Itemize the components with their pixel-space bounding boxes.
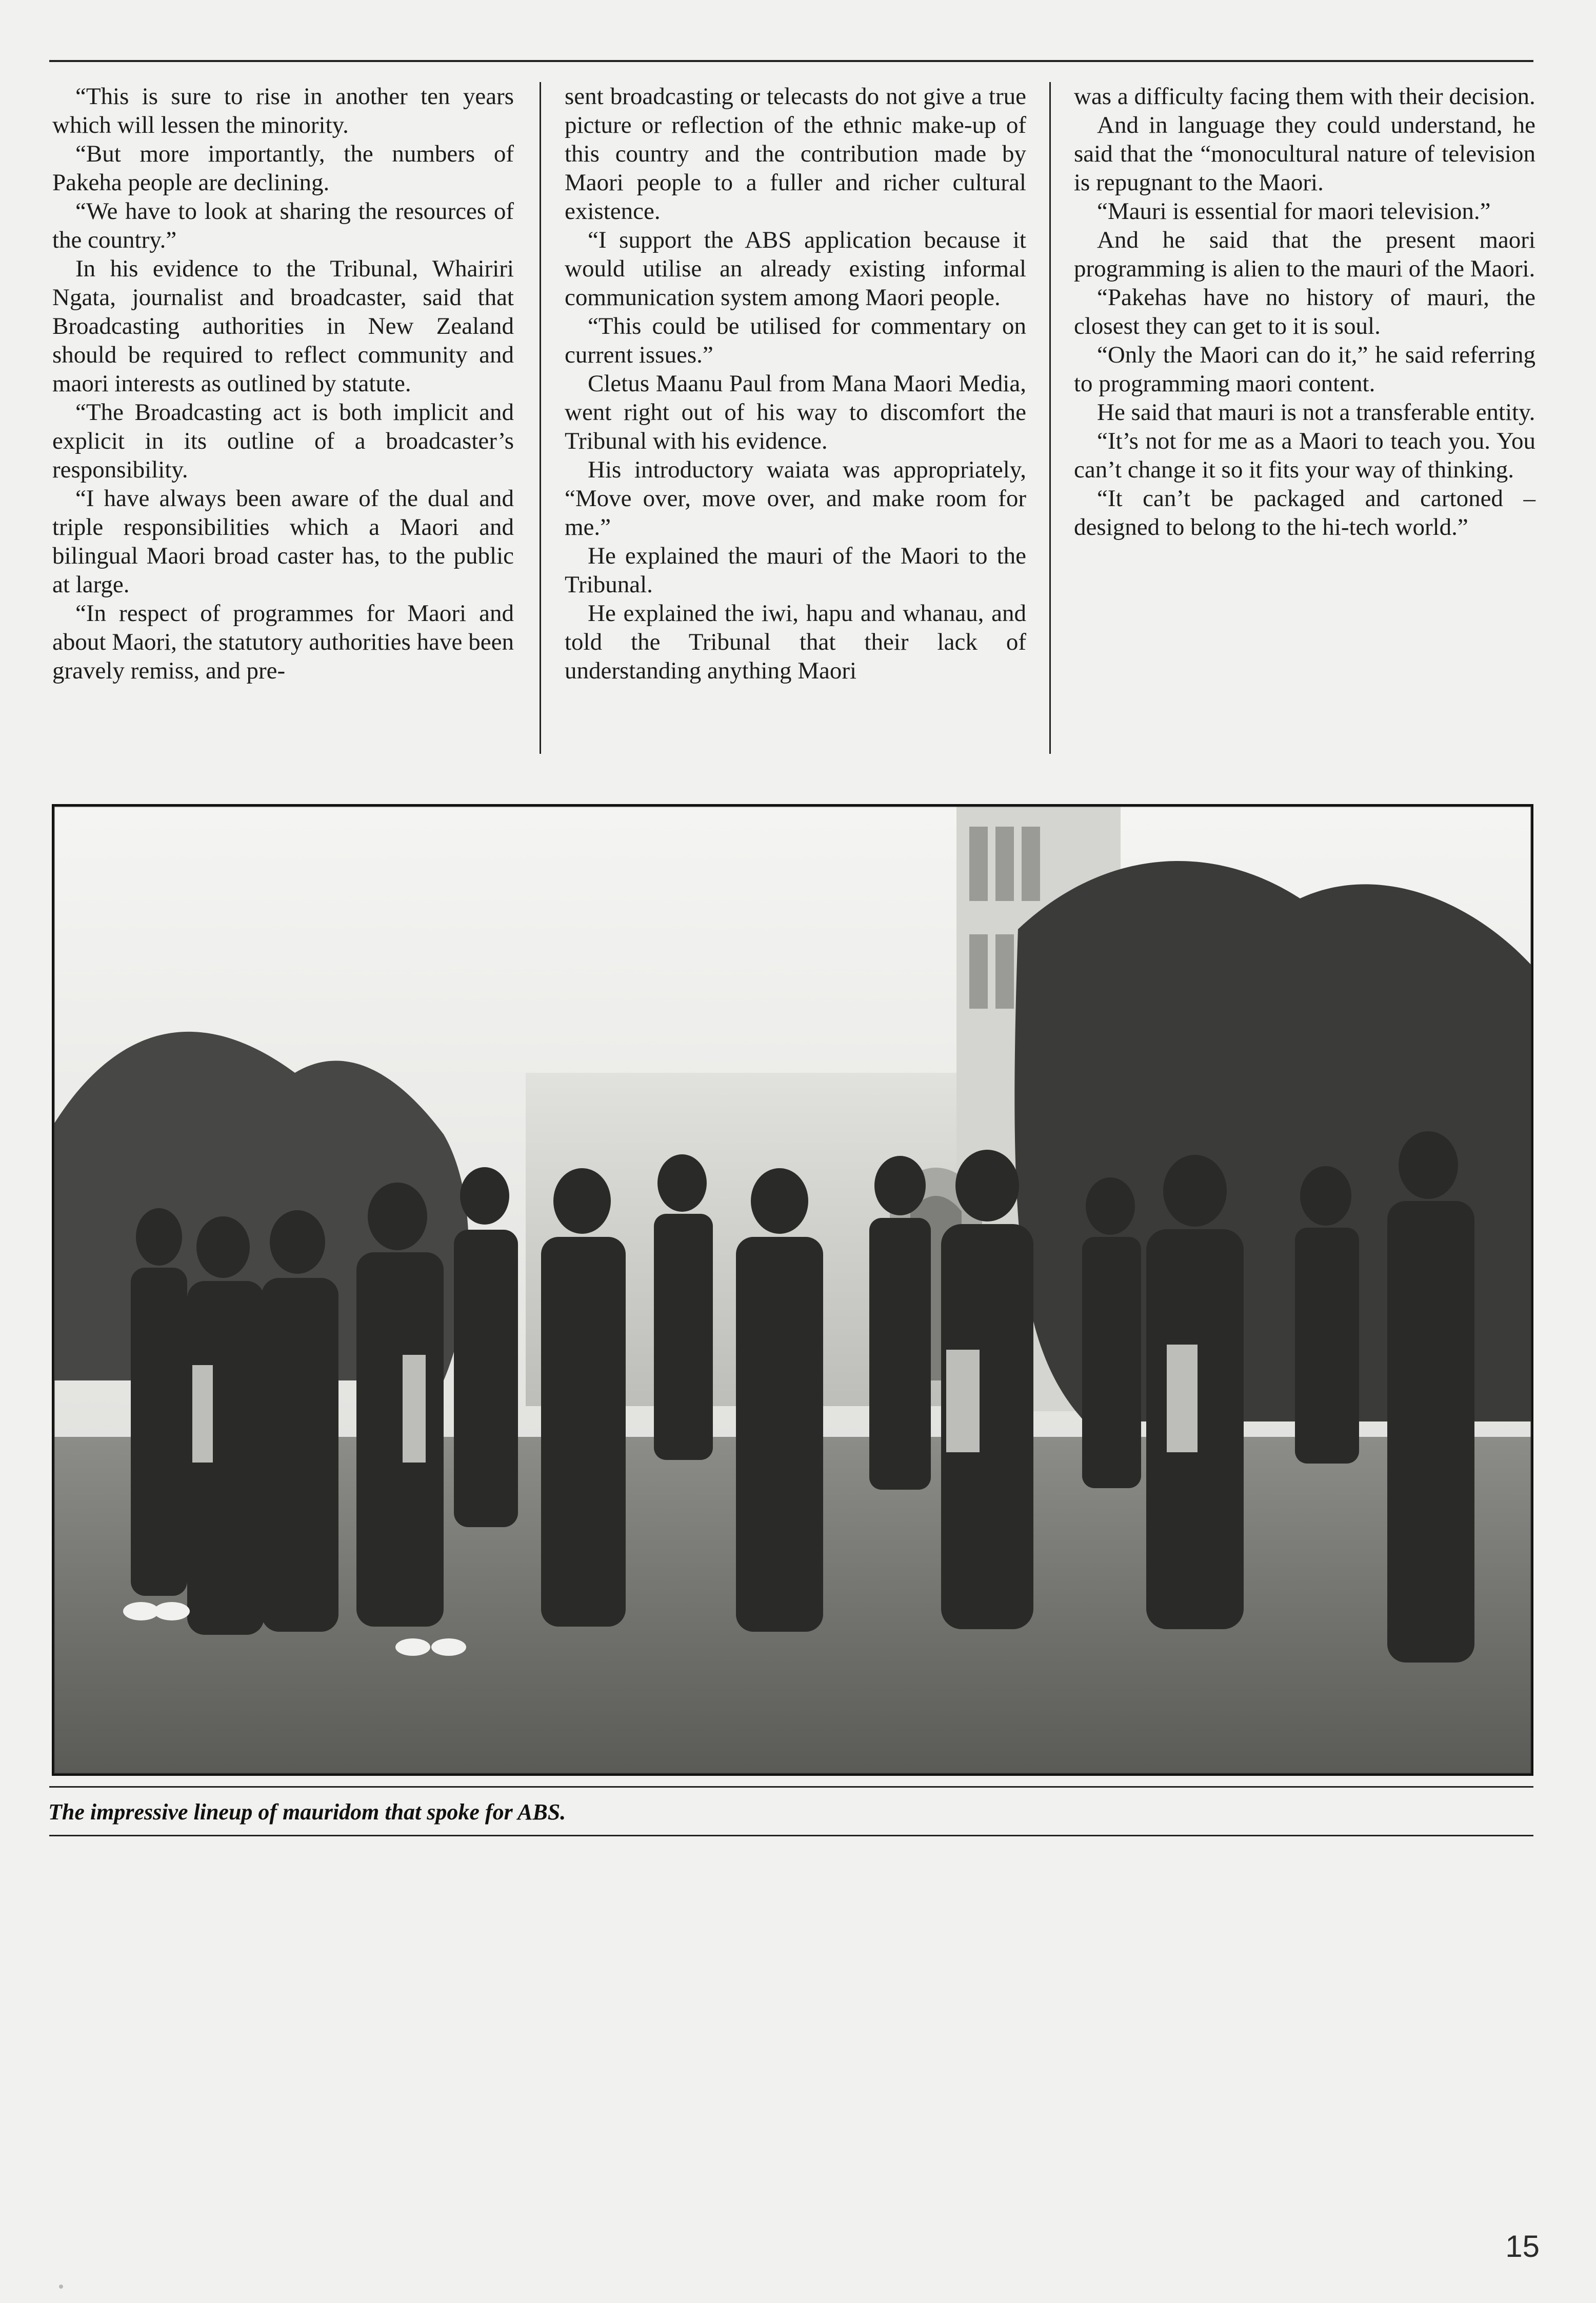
photo-caption: The impressive lineup of mauridom that spoke for ABS. (48, 1799, 566, 1825)
article-column-1 (52, 82, 514, 685)
article-column-3 (1074, 82, 1535, 542)
paragraph: “We have to look at sharing the resources of the country.” (52, 198, 514, 253)
paragraph: And in language they could understand, he said that the “monocultural nature of television is repugnant to the Maori. (1074, 112, 1535, 196)
paragraph: And he said that the present maori programming is alien to the mauri of the Maori. (1074, 227, 1535, 282)
paragraph: “I support the ABS application because it would utilise an already existing informal communication system among Maori people. (565, 227, 1026, 311)
caption-top-rule (49, 1786, 1533, 1788)
column-divider (540, 82, 541, 754)
paragraph: “But more importantly, the numbers of Pakeha people are declining. (52, 141, 514, 196)
paragraph: “This is sure to rise in another ten years which will lessen the minority. (52, 83, 514, 138)
group-photo (52, 804, 1533, 1776)
paragraph: In his evidence to the Tribunal, Whairiri Ngata, journalist and broadcaster, said that Broadcasting authorities in New Zealand should be required to reflect community and maori interests as outlined by statute. (52, 255, 514, 397)
paragraph: Cletus Maanu Paul from Mana Maori Media, went right out of his way to discomfort the Tribunal with his evidence. (565, 370, 1026, 454)
top-rule (49, 60, 1533, 62)
paragraph: “It’s not for me as a Maori to teach you. You can’t change it so it fits your way of thinking. (1074, 428, 1535, 483)
page-mark (59, 2285, 63, 2289)
paragraph: “The Broadcasting act is both implicit and explicit in its outline of a broadcaster’s responsibility. (52, 399, 514, 483)
page-number: 15 (1505, 2229, 1540, 2264)
paragraph: sent broadcasting or telecasts do not give a true picture or reflection of the ethnic make-up of this country and the contribution made by Maori people to a fuller and richer cultural existence. (565, 83, 1026, 225)
article-column-2 (565, 82, 1026, 685)
paragraph: “In respect of programmes for Maori and about Maori, the statutory authorities have been gravely remiss, and pre- (52, 600, 514, 684)
paragraph: He said that mauri is not a transferable entity. (1097, 399, 1535, 426)
caption-bottom-rule (49, 1835, 1533, 1836)
paragraph: “It can’t be packaged and cartoned – designed to belong to the hi-tech world.” (1074, 485, 1535, 540)
paragraph: “Mauri is essential for maori television.” (1097, 198, 1491, 225)
paragraph: was a difficulty facing them with their decision. (1074, 83, 1535, 110)
paragraph: He explained the iwi, hapu and whanau, and told the Tribunal that their lack of understanding anything Maori (565, 600, 1026, 684)
group-photo-illustration (54, 806, 1531, 1774)
paragraph: “Pakehas have no history of mauri, the closest they can get to it is soul. (1074, 284, 1535, 339)
paragraph: He explained the mauri of the Maori to the Tribunal. (565, 543, 1026, 598)
column-divider (1049, 82, 1051, 754)
paragraph: “I have always been aware of the dual and triple responsibilities which a Maori and bilingual Maori broad caster has, to the public at large. (52, 485, 514, 598)
paragraph: His introductory waiata was appropriately, “Move over, move over, and make room for me.” (565, 456, 1026, 540)
paragraph: “Only the Maori can do it,” he said referring to programming maori content. (1074, 342, 1535, 397)
paragraph: “This could be utilised for commentary on current issues.” (565, 313, 1026, 368)
